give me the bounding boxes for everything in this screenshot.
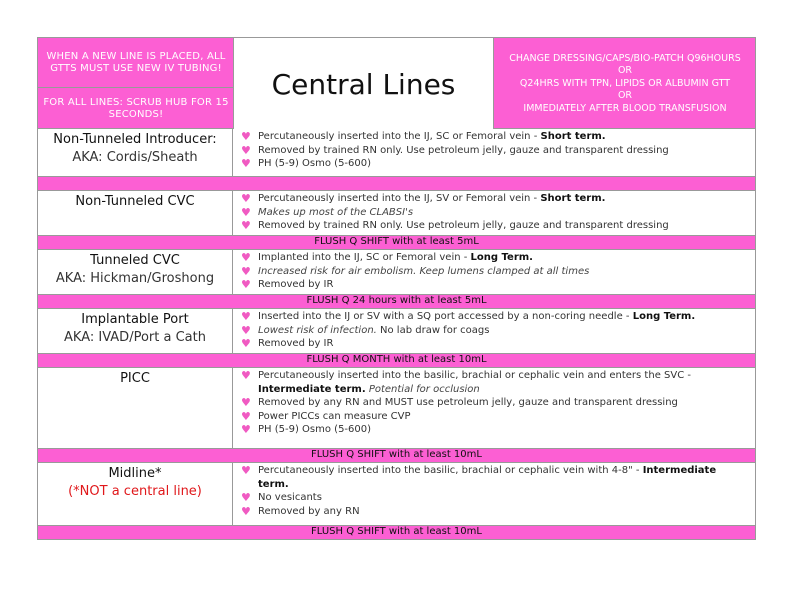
bullet-list: [241, 251, 753, 292]
list-item: ♥ Makes up most of the CLABSI's: [241, 205, 414, 219]
list-item: ♥ Increased risk for air embolism. Keep lumens clamped at all times: [241, 264, 590, 278]
list-item: ♥ PH (5-9) Osmo (5-600): [241, 157, 372, 170]
list-item: ♥ Removed by trained RN only. Use petroleum jelly, gauze and transparent dressing: [241, 143, 669, 157]
list-item: ♥ Percutaneously inserted into the IJ, SC or Femoral vein - Short term.: [241, 130, 606, 143]
heart-bullet-icon: ♥: [241, 143, 251, 157]
list-item: ♥ No vesicants: [241, 491, 322, 504]
line-type-cell: [38, 129, 233, 176]
flush-band: FLUSH Q SHIFT with at least 10mL: [37, 526, 756, 540]
heart-bullet-icon: ♥: [241, 278, 251, 291]
heart-bullet-icon: ♥: [241, 192, 251, 205]
heart-bullet-icon: ♥: [241, 323, 251, 337]
dressing-line: OR: [617, 65, 633, 77]
heart-bullet-icon: ♥: [241, 423, 251, 436]
list-item: ♥ Removed by any RN and MUST use petroleum jelly, gauze and transparent dressing: [241, 396, 678, 409]
line-type-cell: [38, 250, 233, 294]
flush-band: FLUSH Q SHIFT with at least 10mL: [37, 449, 756, 463]
heart-bullet-icon: ♥: [241, 337, 251, 350]
line-type-name: Non-Tunneled Introducer:: [53, 132, 217, 147]
heart-bullet-icon: ♥: [241, 504, 251, 518]
bullet-list: [241, 192, 753, 233]
list-item: ♥ Removed by IR: [241, 337, 334, 350]
dressing-line: OR: [617, 90, 633, 102]
dressing-change-note: [494, 38, 756, 130]
list-item: ♥ Inserted into the IJ or SV with a SQ port accessed by a non-coring needle - Long Term.: [241, 310, 696, 323]
line-type-name: Non-Tunneled CVC: [75, 194, 195, 209]
line-type-cell: [38, 368, 233, 448]
line-type-cell: [38, 309, 233, 353]
list-item: ♥ Removed by trained RN only. Use petroleum jelly, gauze and transparent dressing: [241, 219, 669, 232]
list-item: ♥ Lowest risk of infection. No lab draw for coags: [241, 323, 490, 337]
dressing-line: Q24HRS WITH TPN, LIPIDS OR ALBUMIN GTT: [519, 77, 731, 89]
central-lines-sheet: [37, 37, 756, 541]
row-implantable-port: [37, 309, 756, 354]
heart-bullet-icon: ♥: [241, 219, 251, 232]
list-item: ♥ Removed by any RN: [241, 504, 360, 518]
scrub-hub-note: FOR ALL LINES: SCRUB HUB FOR 15 SECONDS!: [43, 96, 229, 120]
line-type-aka: AKA: Cordis/Sheath: [72, 150, 198, 165]
flush-band: FLUSH Q MONTH with at least 10mL: [37, 354, 756, 368]
not-central-line-note: (*NOT a central line): [68, 484, 202, 499]
list-item: ♥ Percutaneously inserted into the IJ, SV or Femoral vein - Short term.: [241, 192, 606, 205]
spacer-band: [37, 177, 756, 191]
bullet-list: [241, 130, 753, 171]
page-title: Central Lines: [234, 38, 494, 130]
row-midline: [37, 463, 756, 526]
flush-band: FLUSH Q SHIFT with at least 5mL: [37, 236, 756, 250]
heart-bullet-icon: ♥: [241, 251, 251, 264]
bullet-list: [241, 310, 753, 351]
row-non-tunneled-cvc: [37, 191, 756, 236]
dressing-line: IMMEDIATELY AFTER BLOOD TRANSFUSION: [523, 102, 727, 114]
list-item: ♥ Power PICCs can measure CVP: [241, 409, 411, 423]
heart-bullet-icon: ♥: [241, 130, 251, 143]
dressing-line: CHANGE DRESSING/CAPS/BIO-PATCH Q96HOURS: [509, 52, 741, 64]
flush-band: FLUSH Q 24 hours with at least 5mL: [37, 295, 756, 309]
bullet-list: [241, 464, 753, 518]
row-tunneled-cvc: [37, 250, 756, 295]
line-type-name: PICC: [120, 371, 150, 386]
header-left: [38, 38, 234, 130]
row-picc: [37, 368, 756, 449]
line-type-name: Implantable Port: [81, 312, 189, 327]
line-type-aka: AKA: Hickman/Groshong: [55, 271, 215, 286]
list-item: ♥ Percutaneously inserted into the basilic, brachial or cephalic vein with 4-8" - Intermediate term.: [241, 464, 717, 490]
line-type-cell: [38, 463, 233, 525]
heart-bullet-icon: ♥: [241, 369, 251, 382]
bullet-list: [241, 369, 753, 437]
heart-bullet-icon: ♥: [241, 157, 251, 170]
heart-bullet-icon: ♥: [241, 310, 251, 323]
heart-bullet-icon: ♥: [241, 491, 251, 504]
new-line-tubing-note: WHEN A NEW LINE IS PLACED, ALL GTTS MUST USE NEW IV TUBING!: [38, 38, 234, 88]
line-type-aka: AKA: IVAD/Port a Cath: [64, 330, 206, 345]
list-item: ♥ PH (5-9) Osmo (5-600): [241, 423, 372, 436]
heart-bullet-icon: ♥: [241, 396, 251, 409]
line-type-cell: [38, 191, 233, 235]
heart-bullet-icon: ♥: [241, 409, 251, 423]
heart-bullet-icon: ♥: [241, 464, 251, 477]
list-item: ♥ Removed by IR: [241, 278, 334, 291]
row-non-tunneled-introducer: [37, 129, 756, 177]
header: [37, 37, 756, 129]
line-type-name: Midline*: [108, 466, 162, 481]
line-type-name: Tunneled CVC: [90, 253, 180, 268]
list-item: ♥ Implanted into the IJ, SC or Femoral vein - Long Term.: [241, 251, 533, 264]
heart-bullet-icon: ♥: [241, 205, 251, 219]
heart-bullet-icon: ♥: [241, 264, 251, 278]
list-item: ♥ Percutaneously inserted into the basilic, brachial or cephalic vein and enters the SVC - Intermediate term. Potential for occlusion: [241, 369, 691, 395]
